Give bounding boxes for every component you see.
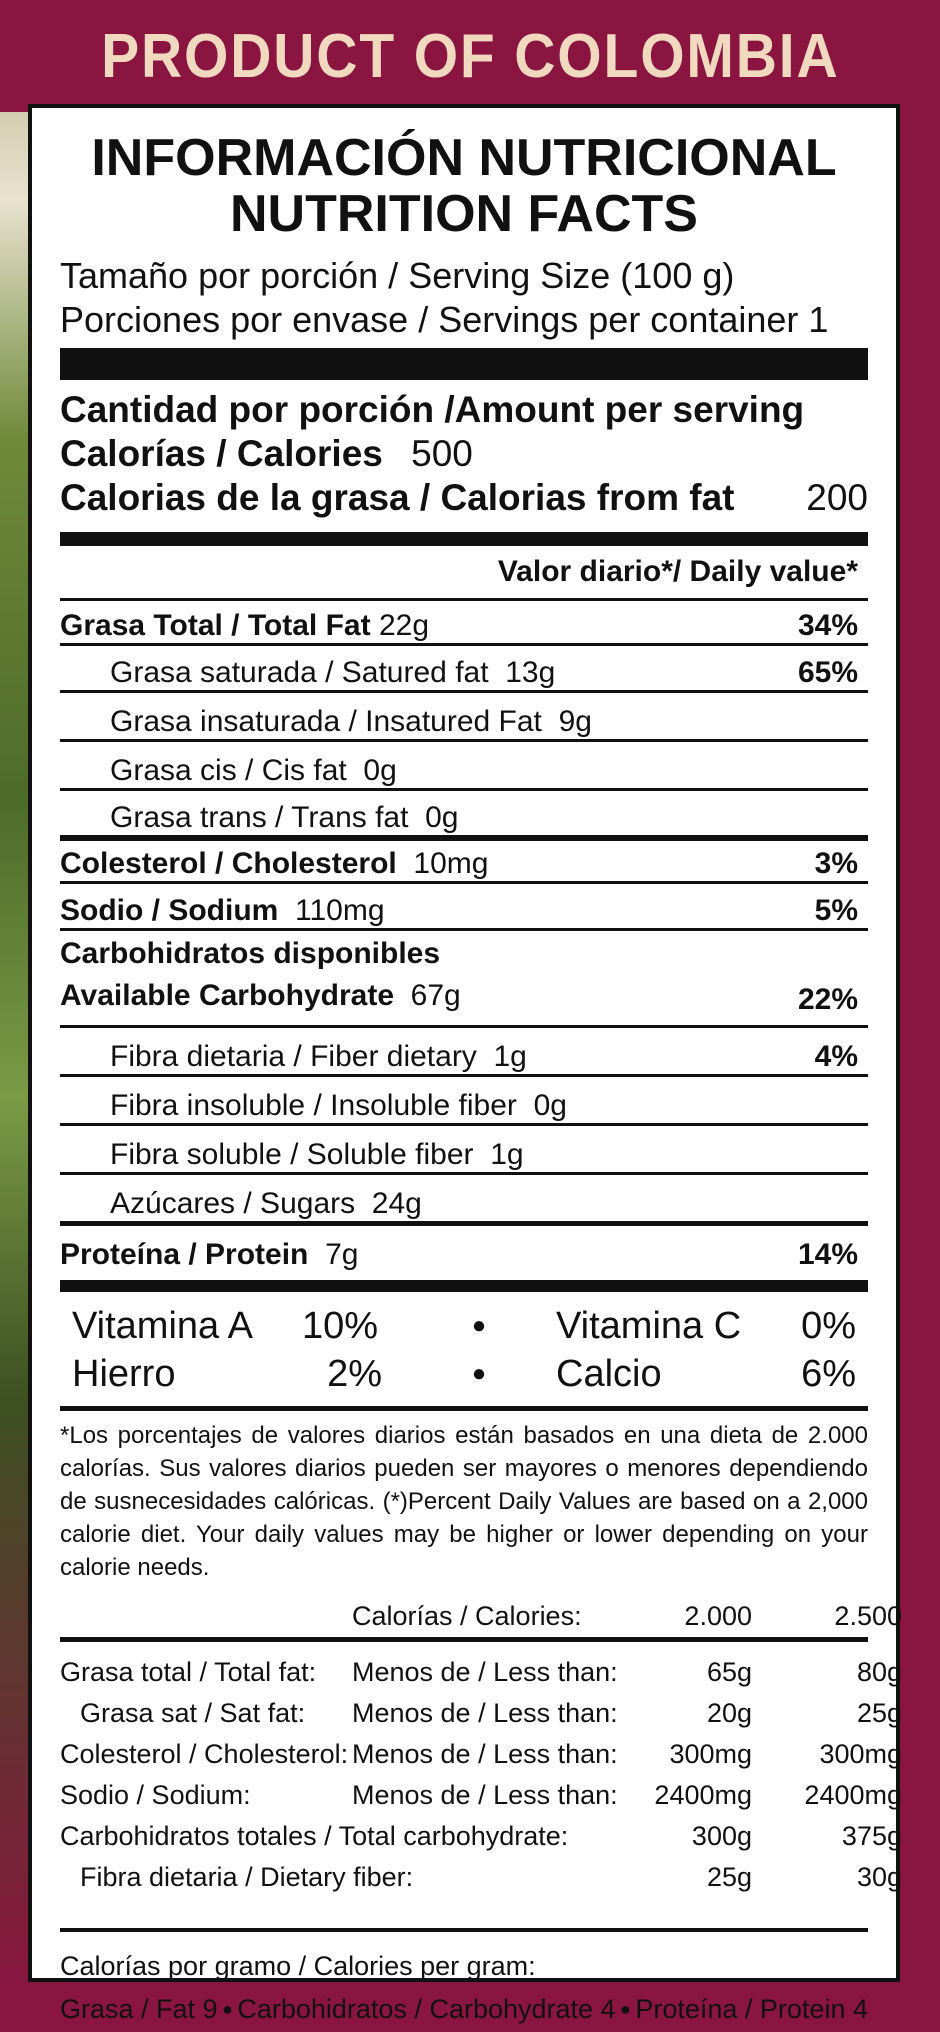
reference-2000: 20g bbox=[706, 1698, 752, 1728]
vitamins-row-1 bbox=[72, 1302, 856, 1350]
nutrient-label: Grasa insaturada / Insatured Fat bbox=[110, 705, 542, 738]
bullet-dot: ● bbox=[471, 1360, 487, 1387]
nutrient-dv: 4% bbox=[814, 1040, 858, 1073]
reference-condition: Menos de / Less than: bbox=[352, 1698, 618, 1728]
nutrient-row-total-fat bbox=[60, 601, 868, 646]
thick-divider bbox=[60, 348, 868, 380]
nutrient-label: Colesterol / Cholesterol bbox=[60, 847, 397, 880]
nutrient-row-unsaturated-fat bbox=[60, 693, 868, 742]
reference-2500: 30g bbox=[856, 1862, 902, 1892]
per-gram-fat: Grasa / Fat 9 bbox=[60, 1994, 218, 2024]
nutrient-label: Fibra insoluble / Insoluble fiber bbox=[110, 1089, 517, 1122]
nutrient-label: Grasa Total / Total Fat bbox=[60, 609, 371, 642]
reference-2000: 300mg bbox=[669, 1739, 752, 1769]
nutrient-dv: 65% bbox=[797, 656, 858, 689]
reference-table bbox=[60, 1596, 902, 1898]
bullet-dot: ● bbox=[471, 1312, 487, 1339]
nutrient-row-sodium bbox=[60, 884, 868, 931]
reference-2000: 65g bbox=[706, 1657, 752, 1687]
vitamins-block bbox=[60, 1292, 868, 1411]
nutrient-row-cis-fat bbox=[60, 742, 868, 791]
amount-per-serving: Cantidad por porción /Amount per serving bbox=[60, 389, 805, 430]
medium-divider bbox=[60, 532, 868, 546]
calories-fat-value: 200 bbox=[806, 477, 868, 518]
title-english: NUTRITION FACTS bbox=[230, 185, 698, 243]
nutrient-row-dietary-fiber bbox=[60, 1028, 868, 1077]
vitamin-a-label: Vitamina A bbox=[72, 1305, 253, 1347]
table-row bbox=[60, 1775, 902, 1816]
vitamin-c-label: Vitamina C bbox=[556, 1305, 742, 1347]
reference-2500: 2400mg bbox=[804, 1780, 902, 1810]
nutrient-row-saturated-fat bbox=[60, 646, 868, 693]
nutrient-amount: 1g bbox=[490, 1138, 524, 1171]
table-row bbox=[60, 1734, 902, 1775]
bullet-dot: ● bbox=[620, 1999, 631, 2019]
per-gram-carbohydrate: Carbohidratos / Carbohydrate 4 bbox=[237, 1994, 616, 2024]
reference-condition: Menos de / Less than: bbox=[352, 1739, 618, 1769]
title-spanish: INFORMACIÓN NUTRICIONAL bbox=[91, 129, 837, 187]
bullet-dot: ● bbox=[222, 1999, 233, 2019]
nutrient-amount: 22g bbox=[378, 609, 430, 642]
reference-nutrient: Colesterol / Cholesterol: bbox=[60, 1739, 349, 1769]
nutrient-dv: 5% bbox=[814, 894, 858, 927]
nutrient-label: Grasa saturada / Satured fat bbox=[110, 656, 489, 689]
reference-2500: 375g bbox=[841, 1821, 902, 1851]
reference-2500: 25g bbox=[856, 1698, 902, 1728]
calories-fat-row bbox=[60, 476, 868, 520]
calcium-value: 6% bbox=[801, 1353, 856, 1395]
reference-2000: 300g bbox=[691, 1821, 752, 1851]
nutrient-dv: 22% bbox=[797, 983, 858, 1016]
reference-2000: 2400mg bbox=[654, 1780, 752, 1810]
nutrient-amount: 10mg bbox=[413, 847, 489, 880]
reference-header-2000: 2.000 bbox=[684, 1601, 752, 1631]
origin-banner bbox=[0, 0, 940, 112]
nutrient-amount: 110mg bbox=[295, 894, 385, 927]
table-row bbox=[60, 1693, 902, 1734]
nutrient-amount: 67g bbox=[410, 979, 461, 1012]
nutrient-row-carbohydrate bbox=[60, 931, 868, 1028]
nutrient-label: Azúcares / Sugars bbox=[110, 1187, 356, 1220]
nutrient-amount: 24g bbox=[371, 1187, 422, 1220]
nutrient-label: Fibra dietaria / Fiber dietary bbox=[110, 1040, 477, 1073]
calories-value: 500 bbox=[411, 433, 473, 474]
calories-label: Calorías / Calories bbox=[60, 433, 383, 474]
nutrient-label: Sodio / Sodium bbox=[60, 894, 279, 927]
reference-2000: 25g bbox=[706, 1862, 752, 1892]
reference-condition: Menos de / Less than: bbox=[352, 1780, 618, 1810]
nutrition-content bbox=[60, 108, 902, 2024]
bottom-divider bbox=[60, 1928, 868, 1932]
nutrient-label: Grasa cis / Cis fat bbox=[110, 754, 347, 787]
nutrient-row-sugars bbox=[60, 1175, 868, 1226]
reference-header-2500: 2.500 bbox=[834, 1601, 902, 1631]
footnote: *Los porcentajes de valores diarios están basados en una dieta de 2.000 calorías. Sus valores diarios pueden ser mayores o menores dependiendo de susnecesidades calóricas. (*)Percent Daily Values are based on a 2,000 calorie diet. Your daily values may be higher or lower depending on your calorie needs. bbox=[60, 1422, 868, 1581]
table-row bbox=[60, 1816, 902, 1857]
table-row bbox=[60, 1857, 902, 1898]
daily-value-header: Valor diario*/ Daily value* bbox=[60, 546, 868, 601]
serving-size: Tamaño por porción / Serving Size (100 g) bbox=[60, 255, 735, 296]
nutrient-amount: 1g bbox=[493, 1040, 527, 1073]
vitamin-c-value: 0% bbox=[801, 1305, 856, 1347]
nutrient-row-soluble-fiber bbox=[60, 1126, 868, 1175]
calories-row bbox=[60, 432, 868, 476]
table-row bbox=[60, 1652, 902, 1693]
nutrient-amount: 0g bbox=[533, 1089, 567, 1122]
nutrient-label: Proteína / Protein bbox=[60, 1238, 309, 1271]
nutrient-row-protein bbox=[60, 1226, 868, 1292]
reference-header bbox=[60, 1596, 902, 1642]
nutrient-label-es: Carbohidratos disponibles bbox=[60, 937, 441, 970]
calories-per-gram-title: Calorías por gramo / Calories per gram: bbox=[60, 1951, 536, 1981]
nutrient-row-cholesterol bbox=[60, 841, 868, 884]
iron-label: Hierro bbox=[72, 1353, 176, 1395]
nutrient-label: Available Carbohydrate bbox=[60, 979, 394, 1012]
per-gram-protein: Proteína / Protein 4 bbox=[635, 1994, 868, 2024]
nutrient-label: Grasa trans / Trans fat bbox=[110, 801, 409, 834]
reference-2500: 80g bbox=[856, 1657, 902, 1687]
calcium-label: Calcio bbox=[556, 1353, 662, 1395]
servings-per-container: Porciones por envase / Servings per container 1 bbox=[60, 299, 829, 340]
nutrient-dv: 34% bbox=[797, 609, 858, 642]
reference-nutrient: Grasa total / Total fat: bbox=[60, 1657, 317, 1687]
reference-2500: 300mg bbox=[819, 1739, 902, 1769]
nutrient-amount: 0g bbox=[363, 754, 397, 787]
origin-banner-text: PRODUCT OF COLOMBIA bbox=[100, 21, 840, 91]
iron-value: 2% bbox=[327, 1353, 382, 1395]
nutrient-amount: 13g bbox=[505, 656, 556, 689]
reference-header-label: Calorías / Calories: bbox=[352, 1601, 582, 1631]
reference-nutrient: Carbohidratos totales / Total carbohydrate: bbox=[60, 1821, 569, 1851]
nutrient-amount: 9g bbox=[558, 705, 592, 738]
nutrient-amount: 7g bbox=[325, 1238, 359, 1271]
calories-fat-label: Calorias de la grasa / Calorias from fat bbox=[60, 477, 735, 518]
nutrient-row-insoluble-fiber bbox=[60, 1077, 868, 1126]
nutrient-row-trans-fat bbox=[60, 791, 868, 841]
nutrient-dv: 14% bbox=[797, 1238, 858, 1271]
reference-nutrient: Grasa sat / Sat fat: bbox=[80, 1698, 306, 1728]
reference-nutrient: Sodio / Sodium: bbox=[60, 1780, 251, 1810]
vitamin-a-value: 10% bbox=[302, 1305, 379, 1347]
reference-nutrient: Fibra dietaria / Dietary fiber: bbox=[80, 1862, 414, 1892]
vitamins-row-2 bbox=[72, 1350, 856, 1398]
calories-per-gram-row bbox=[60, 1986, 868, 2032]
nutrition-panel bbox=[28, 104, 902, 2024]
nutrient-label: Fibra soluble / Soluble fiber bbox=[110, 1138, 474, 1171]
nutrient-dv: 3% bbox=[814, 847, 858, 880]
nutrient-amount: 0g bbox=[425, 801, 459, 834]
reference-condition: Menos de / Less than: bbox=[352, 1657, 618, 1687]
